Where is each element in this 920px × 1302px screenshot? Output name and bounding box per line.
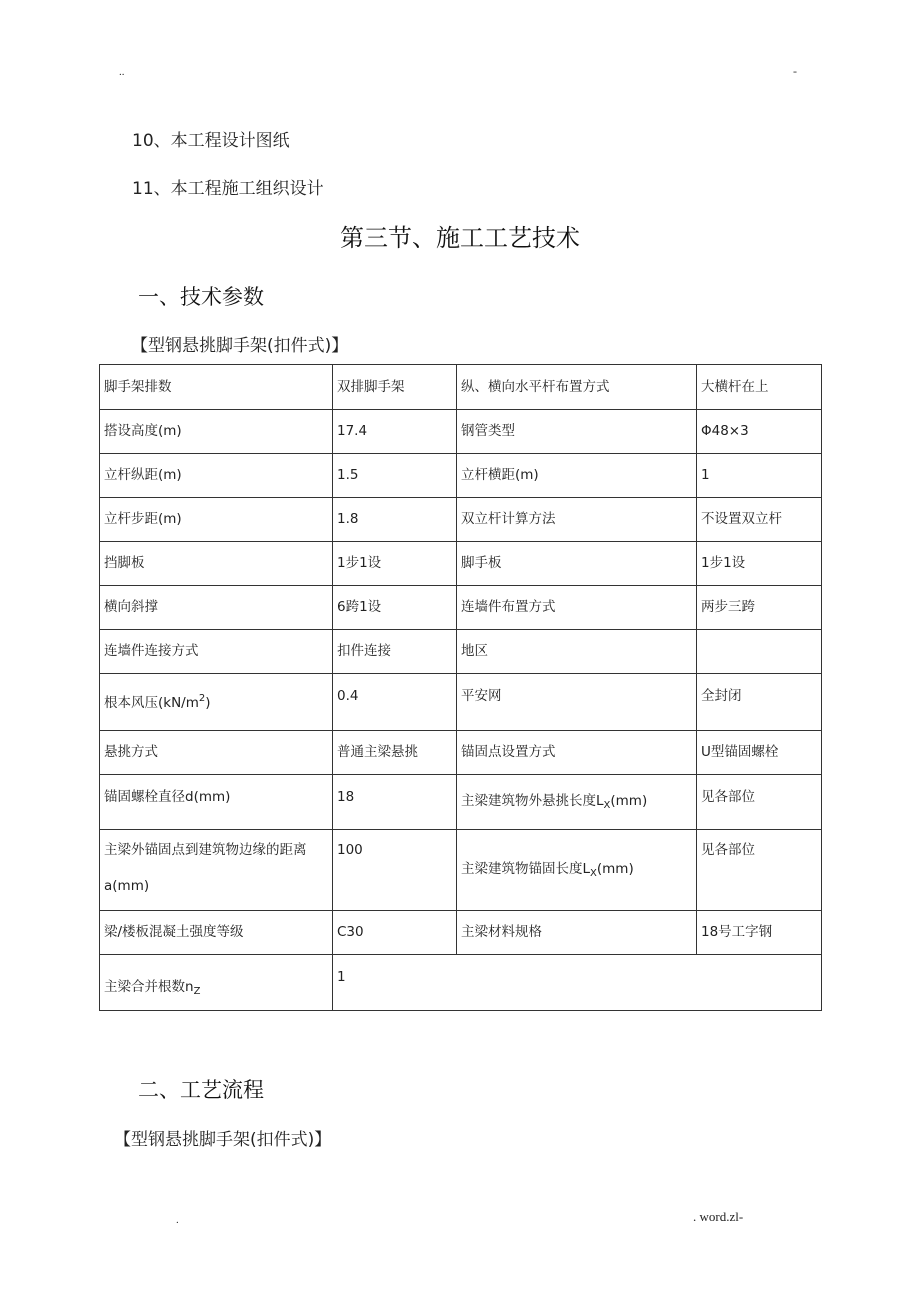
table-cell: 100 [333, 830, 457, 911]
table-cell: 纵、横向水平杆布置方式 [457, 365, 697, 410]
footer-right-mark: . word.zl- [693, 1209, 744, 1224]
table-cell: 锚固螺栓直径d(mm) [100, 775, 333, 830]
table-row [100, 586, 822, 630]
subscript: X [590, 867, 597, 879]
cell-text: 主梁合并根数n [104, 979, 194, 995]
subscript: Z [193, 986, 201, 997]
table-cell: 扣件连接 [333, 630, 457, 674]
table-row [100, 365, 822, 410]
table-cell [457, 775, 697, 830]
table-cell: 脚手板 [457, 542, 697, 586]
table-cell: 梁/楼板混凝土强度等级 [100, 911, 333, 955]
table-row [100, 630, 822, 674]
table-cell: 0.4 [333, 674, 457, 731]
table-cell: 双立杆计算方法 [457, 498, 697, 542]
table-cell: 脚手架排数 [100, 365, 333, 410]
subscript: X [603, 799, 611, 811]
table-cell: 立杆横距(m) [457, 454, 697, 498]
cell-text: ) [205, 694, 211, 711]
table-cell [457, 830, 697, 911]
table-cell: Φ48×3 [697, 410, 822, 454]
header-right-mark: - [793, 64, 797, 78]
table-caption: 【型钢悬挑脚手架(扣件式)】 [131, 336, 349, 356]
header-left-mark: .. [119, 66, 125, 78]
table-cell: 全封闭 [697, 674, 822, 731]
table-cell: 6跨1设 [333, 586, 457, 630]
list-item: 11、本工程施工组织设计 [132, 179, 324, 199]
table-cell: 地区 [457, 630, 697, 674]
table-row [100, 955, 822, 1011]
table-cell [100, 955, 333, 1011]
cell-text: (mm) [596, 860, 634, 877]
section-caption: 【型钢悬挑脚手架(扣件式)】 [114, 1130, 332, 1150]
table-cell: 普通主梁悬挑 [333, 731, 457, 775]
cell-text: 根本风压(kN/m [104, 694, 199, 711]
table-row [100, 498, 822, 542]
table-row [100, 911, 822, 955]
table-cell: 连墙件连接方式 [100, 630, 333, 674]
heading-process-flow: 二、工艺流程 [138, 1078, 264, 1102]
table-cell: 立杆步距(m) [100, 498, 333, 542]
table-cell [100, 674, 333, 731]
table-cell: 立杆纵距(m) [100, 454, 333, 498]
cell-text: (mm) [610, 792, 648, 809]
cell-text: 主梁建筑物外悬挑长度L [461, 792, 604, 809]
table-cell: 连墙件布置方式 [457, 586, 697, 630]
table-cell: C30 [333, 911, 457, 955]
table-row [100, 542, 822, 586]
cell-text: 主梁建筑物锚固长度L [461, 860, 591, 877]
table-cell: 大横杆在上 [697, 365, 822, 410]
list-item: 10、本工程设计图纸 [132, 131, 290, 151]
table-cell: U型锚固螺栓 [697, 731, 822, 775]
table-cell: 平安网 [457, 674, 697, 731]
table-row [100, 731, 822, 775]
table-row [100, 674, 822, 731]
table-cell: 双排脚手架 [333, 365, 457, 410]
table-cell: 17.4 [333, 410, 457, 454]
table-cell: 见各部位 [697, 775, 822, 830]
parameter-table [99, 364, 822, 1011]
table-cell: 主梁外锚固点到建筑物边缘的距离a(mm) [100, 830, 333, 911]
table-cell: 主梁材料规格 [457, 911, 697, 955]
table-cell [697, 630, 822, 674]
table-cell: 1.8 [333, 498, 457, 542]
table-cell: 钢管类型 [457, 410, 697, 454]
table-cell: 1 [697, 454, 822, 498]
table-cell: 搭设高度(m) [100, 410, 333, 454]
footer-left-mark: . [176, 1214, 179, 1226]
table-row [100, 454, 822, 498]
table-row [100, 830, 822, 911]
table-cell: 悬挑方式 [100, 731, 333, 775]
table-cell: 见各部位 [697, 830, 822, 911]
table-cell: 1步1设 [697, 542, 822, 586]
table-cell: 两步三跨 [697, 586, 822, 630]
table-cell: 横向斜撑 [100, 586, 333, 630]
table-cell: 1.5 [333, 454, 457, 498]
table-cell: 1 [333, 955, 822, 1011]
table-cell: 锚固点设置方式 [457, 731, 697, 775]
table-row [100, 410, 822, 454]
table-cell: 18号工字钢 [697, 911, 822, 955]
table-cell: 18 [333, 775, 457, 830]
table-row [100, 775, 822, 830]
section-title: 第三节、施工工艺技术 [340, 224, 580, 252]
heading-technical-params: 一、技术参数 [138, 285, 264, 309]
table-cell: 1步1设 [333, 542, 457, 586]
superscript: 2 [198, 692, 206, 704]
table-cell: 挡脚板 [100, 542, 333, 586]
table-cell: 不设置双立杆 [697, 498, 822, 542]
